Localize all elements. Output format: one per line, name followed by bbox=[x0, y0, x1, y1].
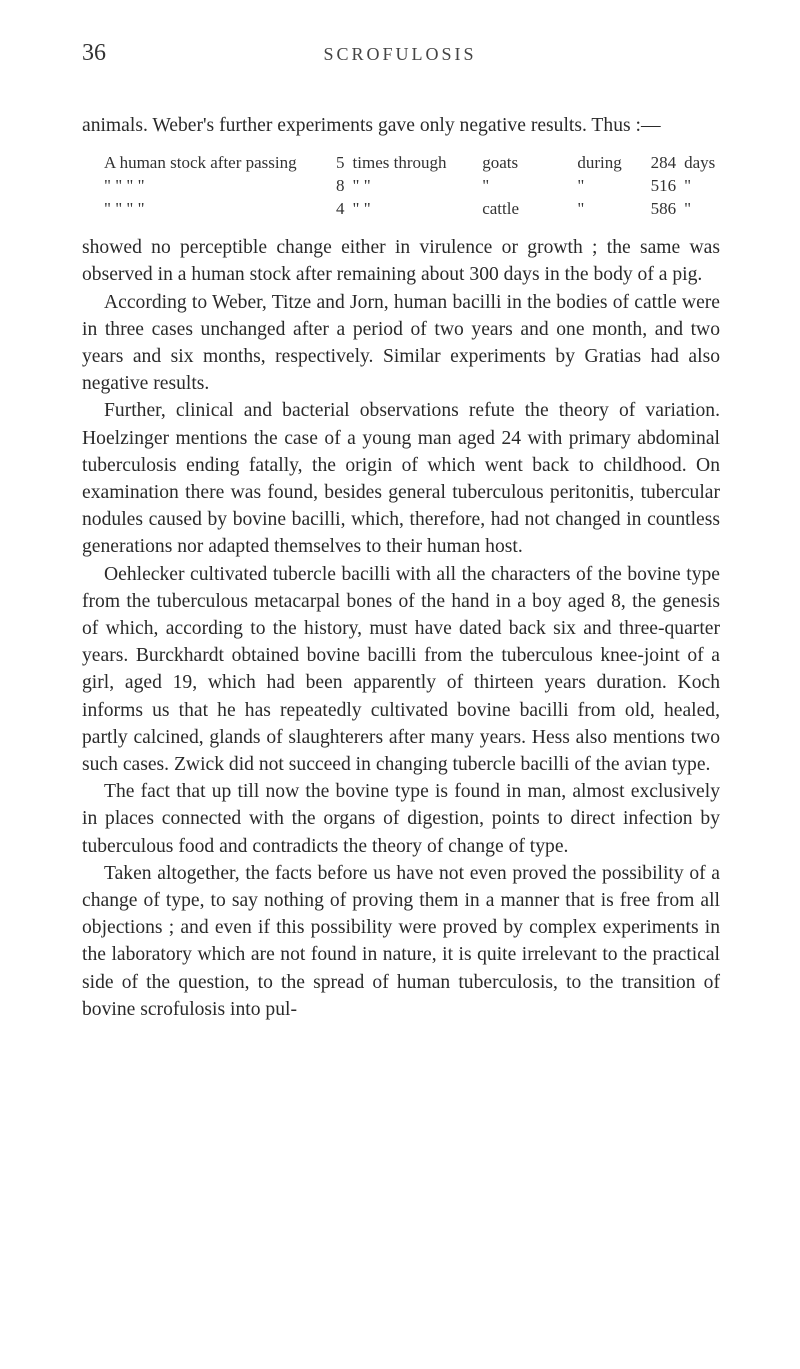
table-cell-during: during bbox=[577, 153, 622, 173]
body-paragraph: Taken altogether, the facts before us have not even proved the possibility of a change of type, to say nothing of proving them in a manner that is free from all objections ; and even if this possibility were proved by complex experiments in the laboratory which are not found in nature, it is quite irrelevant to the practical side of the question, to the spread of human tuberculosis, to the transition of bovine scrofulosis into pul- bbox=[82, 862, 720, 1020]
intro-paragraph: animals. Weber's further experiments gave only negative results. Thus :— bbox=[82, 115, 661, 136]
body-paragraph: Further, clinical and bacterial observations refute the theory of variation. Hoelzinger mentions the case of a young man aged 24 with primary abdominal tuberculosis ending fatally, the origin of which went back to childhood. On examination there was found, besides general tuberculous peritonitis, tubercular nodules caused by bovine bacilli, which, therefore, had not changed in countless generations nor adapted themselves to their human host. bbox=[82, 400, 720, 558]
table-cell-through: times through bbox=[352, 153, 447, 173]
table-cell-unit: " bbox=[684, 199, 692, 219]
body-paragraph: showed no perceptible change either in virulence or growth ; the same was observed in a human stock after remaining about 300 days in the body of a pig. bbox=[82, 237, 720, 286]
page-header bbox=[82, 40, 718, 70]
table-cell-description: " " " " bbox=[104, 199, 145, 219]
table-row bbox=[82, 197, 720, 220]
table-cell-animal: goats bbox=[482, 153, 519, 173]
table-cell-unit: " bbox=[684, 176, 692, 196]
experiment-table bbox=[82, 151, 720, 220]
body-paragraph: The fact that up till now the bovine type is found in man, almost exclusively in places connected with the organs of digestion, points to direct infection by tuberculous food and contradicts the theory of change of type. bbox=[82, 781, 720, 857]
body-paragraph: Oehlecker cultivated tubercle bacilli with all the characters of the bovine type from the tuberculous metacarpal bones of the hand in a boy aged 8, the genesis of which, according to the history, must have dated back six and three-quarter years. Burckhardt obtained bovine bacilli from the tuberculous knee-joint of a girl, aged 19, which had been apparently of thirteen years duration. Koch informs us that he has repeatedly cultivated bovine bacilli from old, healed, partly calcined, glands of slaughterers after many years. Hess also mentions two such cases. Zwick did not succeed in changing tubercle bacilli of the avian type. bbox=[82, 563, 720, 776]
table-cell-days: 586 bbox=[650, 199, 677, 219]
table-cell-animal: " bbox=[482, 176, 490, 196]
table-cell-during: " bbox=[577, 176, 585, 196]
table-cell-times: 4 bbox=[336, 199, 345, 219]
table-cell-days: 516 bbox=[650, 176, 677, 196]
table-cell-through: " " bbox=[352, 199, 371, 219]
table-cell-description: " " " " bbox=[104, 176, 145, 196]
body-paragraph: According to Weber, Titze and Jorn, human bacilli in the bodies of cattle were in three cases unchanged after a period of two years and one month, and two years and six months, respectively. Similar experiments by Gratias had also negative results. bbox=[82, 291, 720, 395]
table-cell-days: 284 bbox=[650, 153, 677, 173]
table-cell-through: " " bbox=[352, 176, 371, 196]
table-cell-unit: days bbox=[684, 153, 716, 173]
page-body bbox=[82, 112, 720, 1023]
table-row bbox=[82, 174, 720, 197]
table-cell-animal: cattle bbox=[482, 199, 520, 219]
table-cell-during: " bbox=[577, 199, 585, 219]
table-row bbox=[82, 151, 720, 174]
page-number: 36 bbox=[82, 40, 106, 66]
running-head: SCROFULOSIS bbox=[323, 44, 477, 64]
table-cell-times: 5 bbox=[336, 153, 345, 173]
table-cell-times: 8 bbox=[336, 176, 345, 196]
table-cell-description: A human stock after passing bbox=[104, 153, 297, 173]
